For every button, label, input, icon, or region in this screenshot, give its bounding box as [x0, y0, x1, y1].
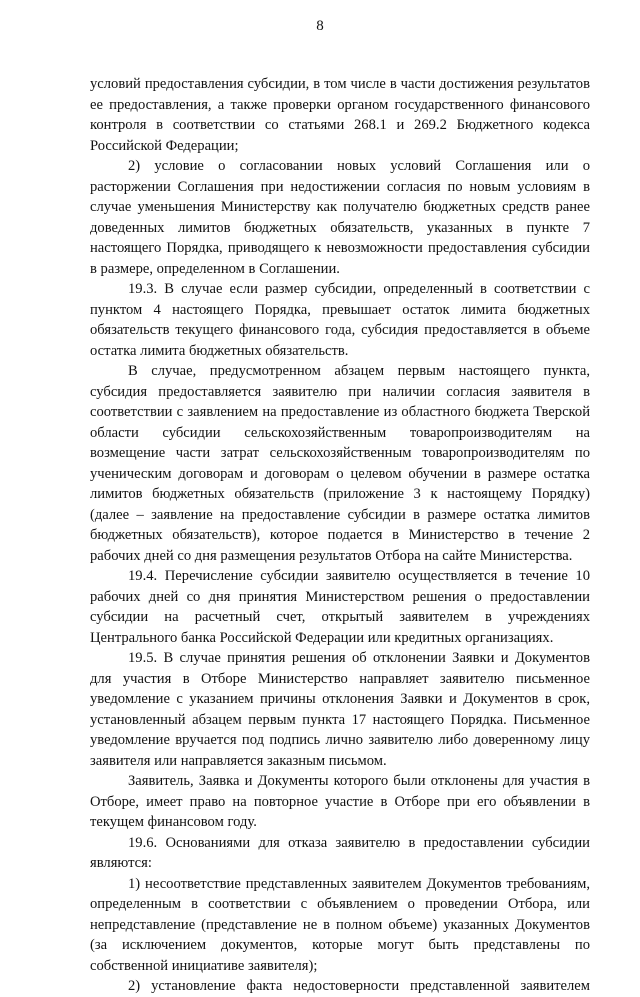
- paragraph: 2) условие о согласовании новых условий Соглашения или о расторжении Соглашения при недостижении согласия по новым условиям в случае уменьшения Министерству как получателю бюджетных средств ранее доведенных лимитов бюджетных обязательств, указанных в пункте 7 настоящего Порядка, приводящего к невозможности предоставления субсидии в размере, определенном в Соглашении.: [90, 158, 590, 277]
- paragraph: 19.6. Основаниями для отказа заявителю в предоставлении субсидии являются:: [90, 834, 590, 871]
- paragraph: возмещение части затрат сельскохозяйственным товаропроизводителям по ученическим договорам и договорам о целевом обучении в размере остатка лимитов бюджетных обязательств (приложение 3 к настоящему Порядку) (далее – заявление на предоставление субсидии в размере остатка лимитов бюджетных обязательств), которое подается в Министерство в течение 2 рабочих дней со дня размещения результатов Отбора на сайте Министерства.: [90, 445, 590, 564]
- paragraph: 19.5. В случае принятия решения об отклонении Заявки и Документов для участия в Отборе Министерство направляет заявителю письменное уведомление с указанием причины отклонения Заявки и Документов в срок, установленный абзацем первым пункта 17 настоящего Порядка. Письменное уведомление вручается под подпись лично заявителю либо доверенному лицу заявителя или направляется заказным письмом.: [90, 650, 590, 769]
- document-body: [90, 74, 590, 997]
- paragraph: 2) установление факта недостоверности представленной заявителем: [128, 978, 590, 994]
- paragraph: Заявитель, Заявка и Документы которого были отклонены для участия в Отборе, имеет право на повторное участие в Отборе при его объявлении в текущем финансовом году.: [90, 773, 590, 830]
- paragraph: В случае, предусмотренном абзацем первым настоящего пункта, субсидия предоставляется заявителю при наличии согласия заявителя в соответствии с заявлением на предоставление из областного бюджета Тверской области субсидии сельскохозяйственным товаропроизводителям на: [90, 363, 590, 441]
- paragraph: условий предоставления субсидии, в том числе в части достижения результатов ее предоставления, а также проверки органом государственного финансового контроля в соответствии со статьями 268.1 и 269.2 Бюджетного кодекса Российской Федерации;: [90, 76, 590, 154]
- paragraph: 19.4. Перечисление субсидии заявителю осуществляется в течение 10 рабочих дней со дня принятия Министерством решения о предоставлении субсидии на расчетный счет, открытый заявителем в учреждениях Центрального банка Российской Федерации или кредитных организациях.: [90, 568, 590, 646]
- paragraph: 19.3. В случае если размер субсидии, определенный в соответствии с пунктом 4 настоящего Порядка, превышает остаток лимита бюджетных обязательств текущего финансового года, субсидия предоставляется в объеме остатка лимита бюджетных обязательств.: [90, 281, 590, 359]
- paragraph: 1) несоответствие представленных заявителем Документов требованиям, определенным в соответствии с объявлением о проведении Отбора, или непредставление (представление не в полном объеме) указанных Документов (за исключением документов, которые могут быть представлены по собственной инициативе заявителя);: [90, 875, 590, 974]
- page-number: 8: [316, 18, 324, 34]
